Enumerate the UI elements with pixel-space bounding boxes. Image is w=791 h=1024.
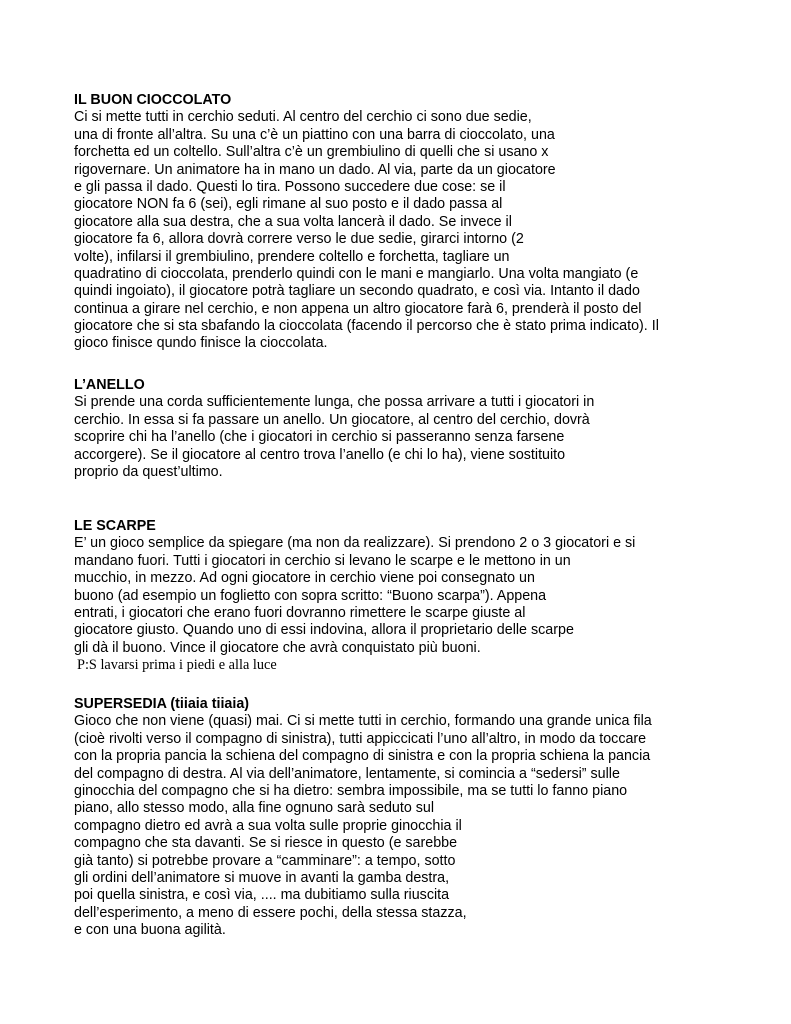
paragraph-line: entrati, i giocatori che erano fuori dovranno rimettere le scarpe giuste al bbox=[74, 604, 526, 621]
paragraph-line: accorgere). Se il giocatore al centro trova l’anello (e chi lo ha), viene sostituito bbox=[74, 446, 566, 463]
section-title: SUPERSEDIA (tiiaia tiiaia) bbox=[74, 696, 250, 712]
paragraph-line: cerchio. In essa si fa passare un anello. Un giocatore, al centro del cerchio, dovrà bbox=[74, 411, 590, 428]
section-title: L’ANELLO bbox=[74, 377, 145, 393]
paragraph-line: una di fronte all’altra. Su una c’è un piattino con una barra di cioccolato, una bbox=[74, 126, 555, 143]
paragraph-line: già tanto) si potrebbe provare a “camminare”: a tempo, sotto bbox=[74, 852, 456, 869]
paragraph-line: compagno dietro ed avrà a sua volta sulle proprie ginocchia il bbox=[74, 817, 462, 834]
paragraph-line: ginocchia del compagno che si ha dietro: sembra impossibile, ma se tutti lo fanno piano bbox=[74, 782, 628, 799]
paragraph-line: gli dà il buono. Vince il giocatore che avrà conquistato più buoni. bbox=[74, 639, 481, 656]
paragraph-line: giocatore fa 6, allora dovrà correre verso le due sedie, girarci intorno (2 bbox=[74, 231, 524, 248]
paragraph-line: giocatore che si sta sbafando la cioccolata (facendo il percorso che è stato prima indicato). Il bbox=[74, 318, 659, 335]
paragraph-line: E’ un gioco semplice da spiegare (ma non da realizzare). Si prendono 2 o 3 giocatori e si bbox=[74, 535, 636, 552]
paragraph-line: e gli passa il dado. Questi lo tira. Possono succedere due cose: se il bbox=[74, 178, 506, 195]
paragraph-line: quindi ingoiato), il giocatore potrà tagliare un secondo quadrato, e così via. Intanto il dado bbox=[74, 283, 640, 300]
paragraph-line: Ci si mette tutti in cerchio seduti. Al centro del cerchio ci sono due sedie, bbox=[74, 109, 532, 126]
paragraph-line: gioco finisce qundo finisce la cioccolata. bbox=[74, 335, 328, 352]
paragraph-line: con la propria pancia la schiena del compagno di sinistra e con la propria schiena la pancia bbox=[74, 748, 651, 765]
paragraph-line: giocatore alla sua destra, che a sua volta lancerà il dado. Se invece il bbox=[74, 213, 512, 230]
paragraph-line: mandano fuori. Tutti i giocatori in cerchio si levano le scarpe e le mettono in un bbox=[74, 552, 571, 569]
paragraph-line: Si prende una corda sufficientemente lunga, che possa arrivare a tutti i giocatori in bbox=[74, 394, 595, 411]
paragraph-line: quadratino di cioccolata, prenderlo quindi con le mani e mangiarlo. Una volta mangiato (e bbox=[74, 265, 639, 282]
paragraph-line: continua a girare nel cerchio, e non appena un altro giocatore farà 6, prenderà il posto del bbox=[74, 300, 642, 317]
paragraph-line: (cioè rivolti verso il compagno di sinistra), tutti appiccicati l’uno all’altro, in modo da toccare bbox=[74, 730, 647, 747]
section-title: LE SCARPE bbox=[74, 518, 156, 534]
paragraph-line: dell’esperimento, a meno di essere pochi, della stessa stazza, bbox=[74, 904, 467, 921]
section-supersedia bbox=[74, 696, 652, 939]
paragraph-line: scoprire chi ha l’anello (che i giocatori in cerchio si passeranno senza farsene bbox=[74, 429, 565, 446]
paragraph-line: volte), infilarsi il grembiulino, prendere coltello e forchetta, tagliare un bbox=[74, 248, 510, 265]
paragraph-line: proprio da quest’ultimo. bbox=[74, 463, 223, 480]
paragraph-line: compagno che sta davanti. Se si riesce in questo (e sarebbe bbox=[74, 835, 458, 852]
paragraph-line: e con una buona agilità. bbox=[74, 922, 226, 939]
section-scarpe bbox=[74, 518, 635, 675]
paragraph-line: giocatore NON fa 6 (sei), egli rimane al suo posto e il dado passa al bbox=[74, 196, 503, 213]
paragraph-line: mucchio, in mezzo. Ad ogni giocatore in cerchio viene poi consegnato un bbox=[74, 570, 535, 587]
section-buon-cioccolato bbox=[74, 92, 659, 353]
paragraph-line: buono (ad esempio un foglietto con sopra scritto: “Buono scarpa”). Appena bbox=[74, 587, 547, 604]
paragraph-line: giocatore giusto. Quando uno di essi indovina, allora il proprietario delle scarpe bbox=[74, 622, 574, 639]
section-title: IL BUON CIOCCOLATO bbox=[74, 92, 232, 108]
paragraph-line: poi quella sinistra, e così via, .... ma dubitiamo sulla riuscita bbox=[74, 887, 450, 904]
paragraph-line: rigovernare. Un animatore ha in mano un dado. Al via, parte da un giocatore bbox=[74, 161, 556, 178]
paragraph-line: gli ordini dell’animatore si muove in avanti la gamba destra, bbox=[74, 869, 450, 886]
paragraph-line: Gioco che non viene (quasi) mai. Ci si mette tutti in cerchio, formando una grande unica fila bbox=[74, 713, 652, 730]
paragraph-line: forchetta ed un coltello. Sull’altra c’è un grembiulino di quelli che si usano x bbox=[74, 144, 549, 161]
paragraph-line: del compagno di destra. Al via dell’animatore, lentamente, si comincia a “sedersi” sulle bbox=[74, 765, 620, 782]
postscript-note: P:S lavarsi prima i piedi e alla luce bbox=[77, 657, 277, 674]
paragraph-line: piano, allo stesso modo, alla fine ognuno sarà seduto sul bbox=[74, 800, 435, 817]
section-anello bbox=[74, 377, 594, 481]
